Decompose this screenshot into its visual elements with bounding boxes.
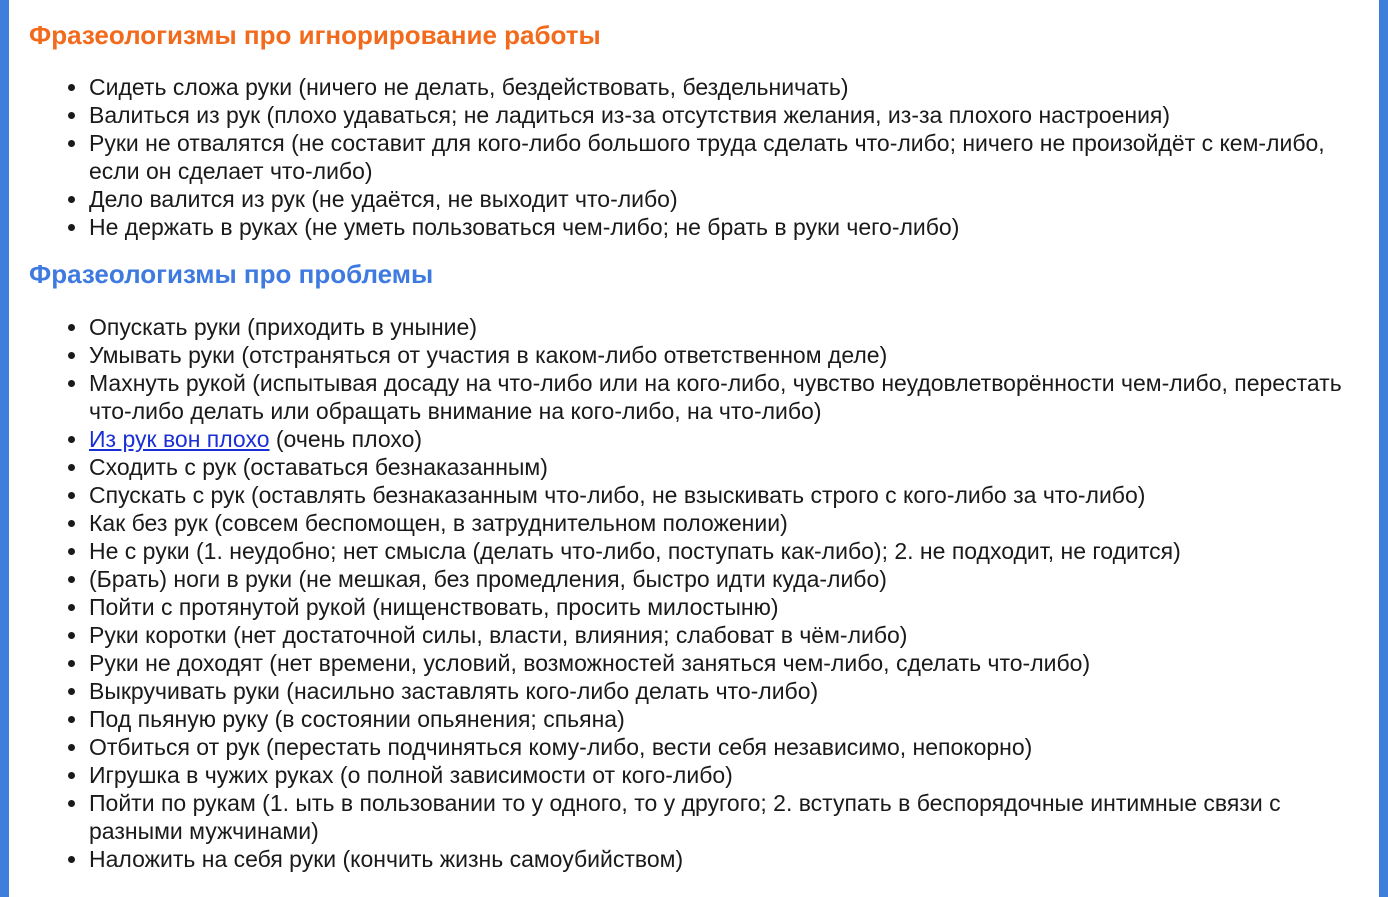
article-content — [29, 0, 1369, 873]
idiom-list-problems — [29, 313, 1369, 873]
list-item: • Отбиться от рук (перестать подчиняться кому-либо, вести себя независимо, непокорно) — [89, 733, 1369, 761]
list-item: • Руки не доходят (нет времени, условий, возможностей заняться чем-либо, сделать что-либо) — [89, 649, 1369, 677]
list-item: • Наложить на себя руки (кончить жизнь самоубийством) — [89, 845, 1369, 873]
list-item: • Умывать руки (отстраняться от участия в каком-либо ответственном деле) — [89, 341, 1369, 369]
list-item: • Как без рук (совсем беспомощен, в затруднительном положении) — [89, 509, 1369, 537]
list-item: • Дело валится из рук (не удаётся, не выходит что-либо) — [89, 185, 1369, 213]
idiom-link[interactable]: Из рук вон плохо — [89, 426, 270, 452]
list-item: • Сходить с рук (оставаться безнаказанным) — [89, 453, 1369, 481]
list-item: • Пойти с протянутой рукой (нищенствовать, просить милостыню) — [89, 593, 1369, 621]
section-heading-problems: Фразеологизмы про проблемы — [29, 259, 434, 289]
list-item: • Игрушка в чужих руках (о полной зависимости от кого-либо) — [89, 761, 1369, 789]
list-item: • (Брать) ноги в руки (не мешкая, без промедления, быстро идти куда-либо) — [89, 565, 1369, 593]
list-item: • Не с руки (1. неудобно; нет смысла (делать что-либо, поступать как-либо); 2. не подходит, не годится) — [89, 537, 1369, 565]
list-item: • Махнуть рукой (испытывая досаду на что-либо или на кого-либо, чувство неудовлетворённости чем-либо, перестать что-либо делать или обращать внимание на кого-либо, на что-либо) — [89, 369, 1369, 425]
list-item — [89, 425, 1369, 453]
section-heading-work: Фразеологизмы про игнорирование работы — [29, 20, 601, 50]
list-item: • Сидеть сложа руки (ничего не делать, бездействовать, бездельничать) — [89, 73, 1369, 101]
list-item: • Руки коротки (нет достаточной силы, власти, влияния; слабоват в чём-либо) — [89, 621, 1369, 649]
list-item: • Спускать с рук (оставлять безнаказанным что-либо, не взыскивать строго с кого-либо за что-либо) — [89, 481, 1369, 509]
list-item: • Валиться из рук (плохо удаваться; не ладиться из-за отсутствия желания, из-за плохого настроения) — [89, 101, 1369, 129]
list-item: • Опускать руки (приходить в уныние) — [89, 313, 1369, 341]
list-item: • Выкручивать руки (насильно заставлять кого-либо делать что-либо) — [89, 677, 1369, 705]
list-item: • Под пьяную руку (в состоянии опьянения; спьяна) — [89, 705, 1369, 733]
list-item: • Пойти по рукам (1. ыть в пользовании то у одного, то у другого; 2. вступать в беспорядочные интимные связи с разными мужчинами) — [89, 789, 1369, 845]
idiom-link-meaning: (очень плохо) — [269, 426, 423, 452]
list-item: • Не держать в руках (не уметь пользоваться чем-либо; не брать в руки чего-либо) — [89, 213, 1369, 241]
list-item: • Руки не отвалятся (не составит для кого-либо большого труда сделать что-либо; ничего не произойдёт с кем-либо, если он сделает что-либо) — [89, 129, 1369, 185]
idiom-list-work — [29, 73, 1369, 241]
